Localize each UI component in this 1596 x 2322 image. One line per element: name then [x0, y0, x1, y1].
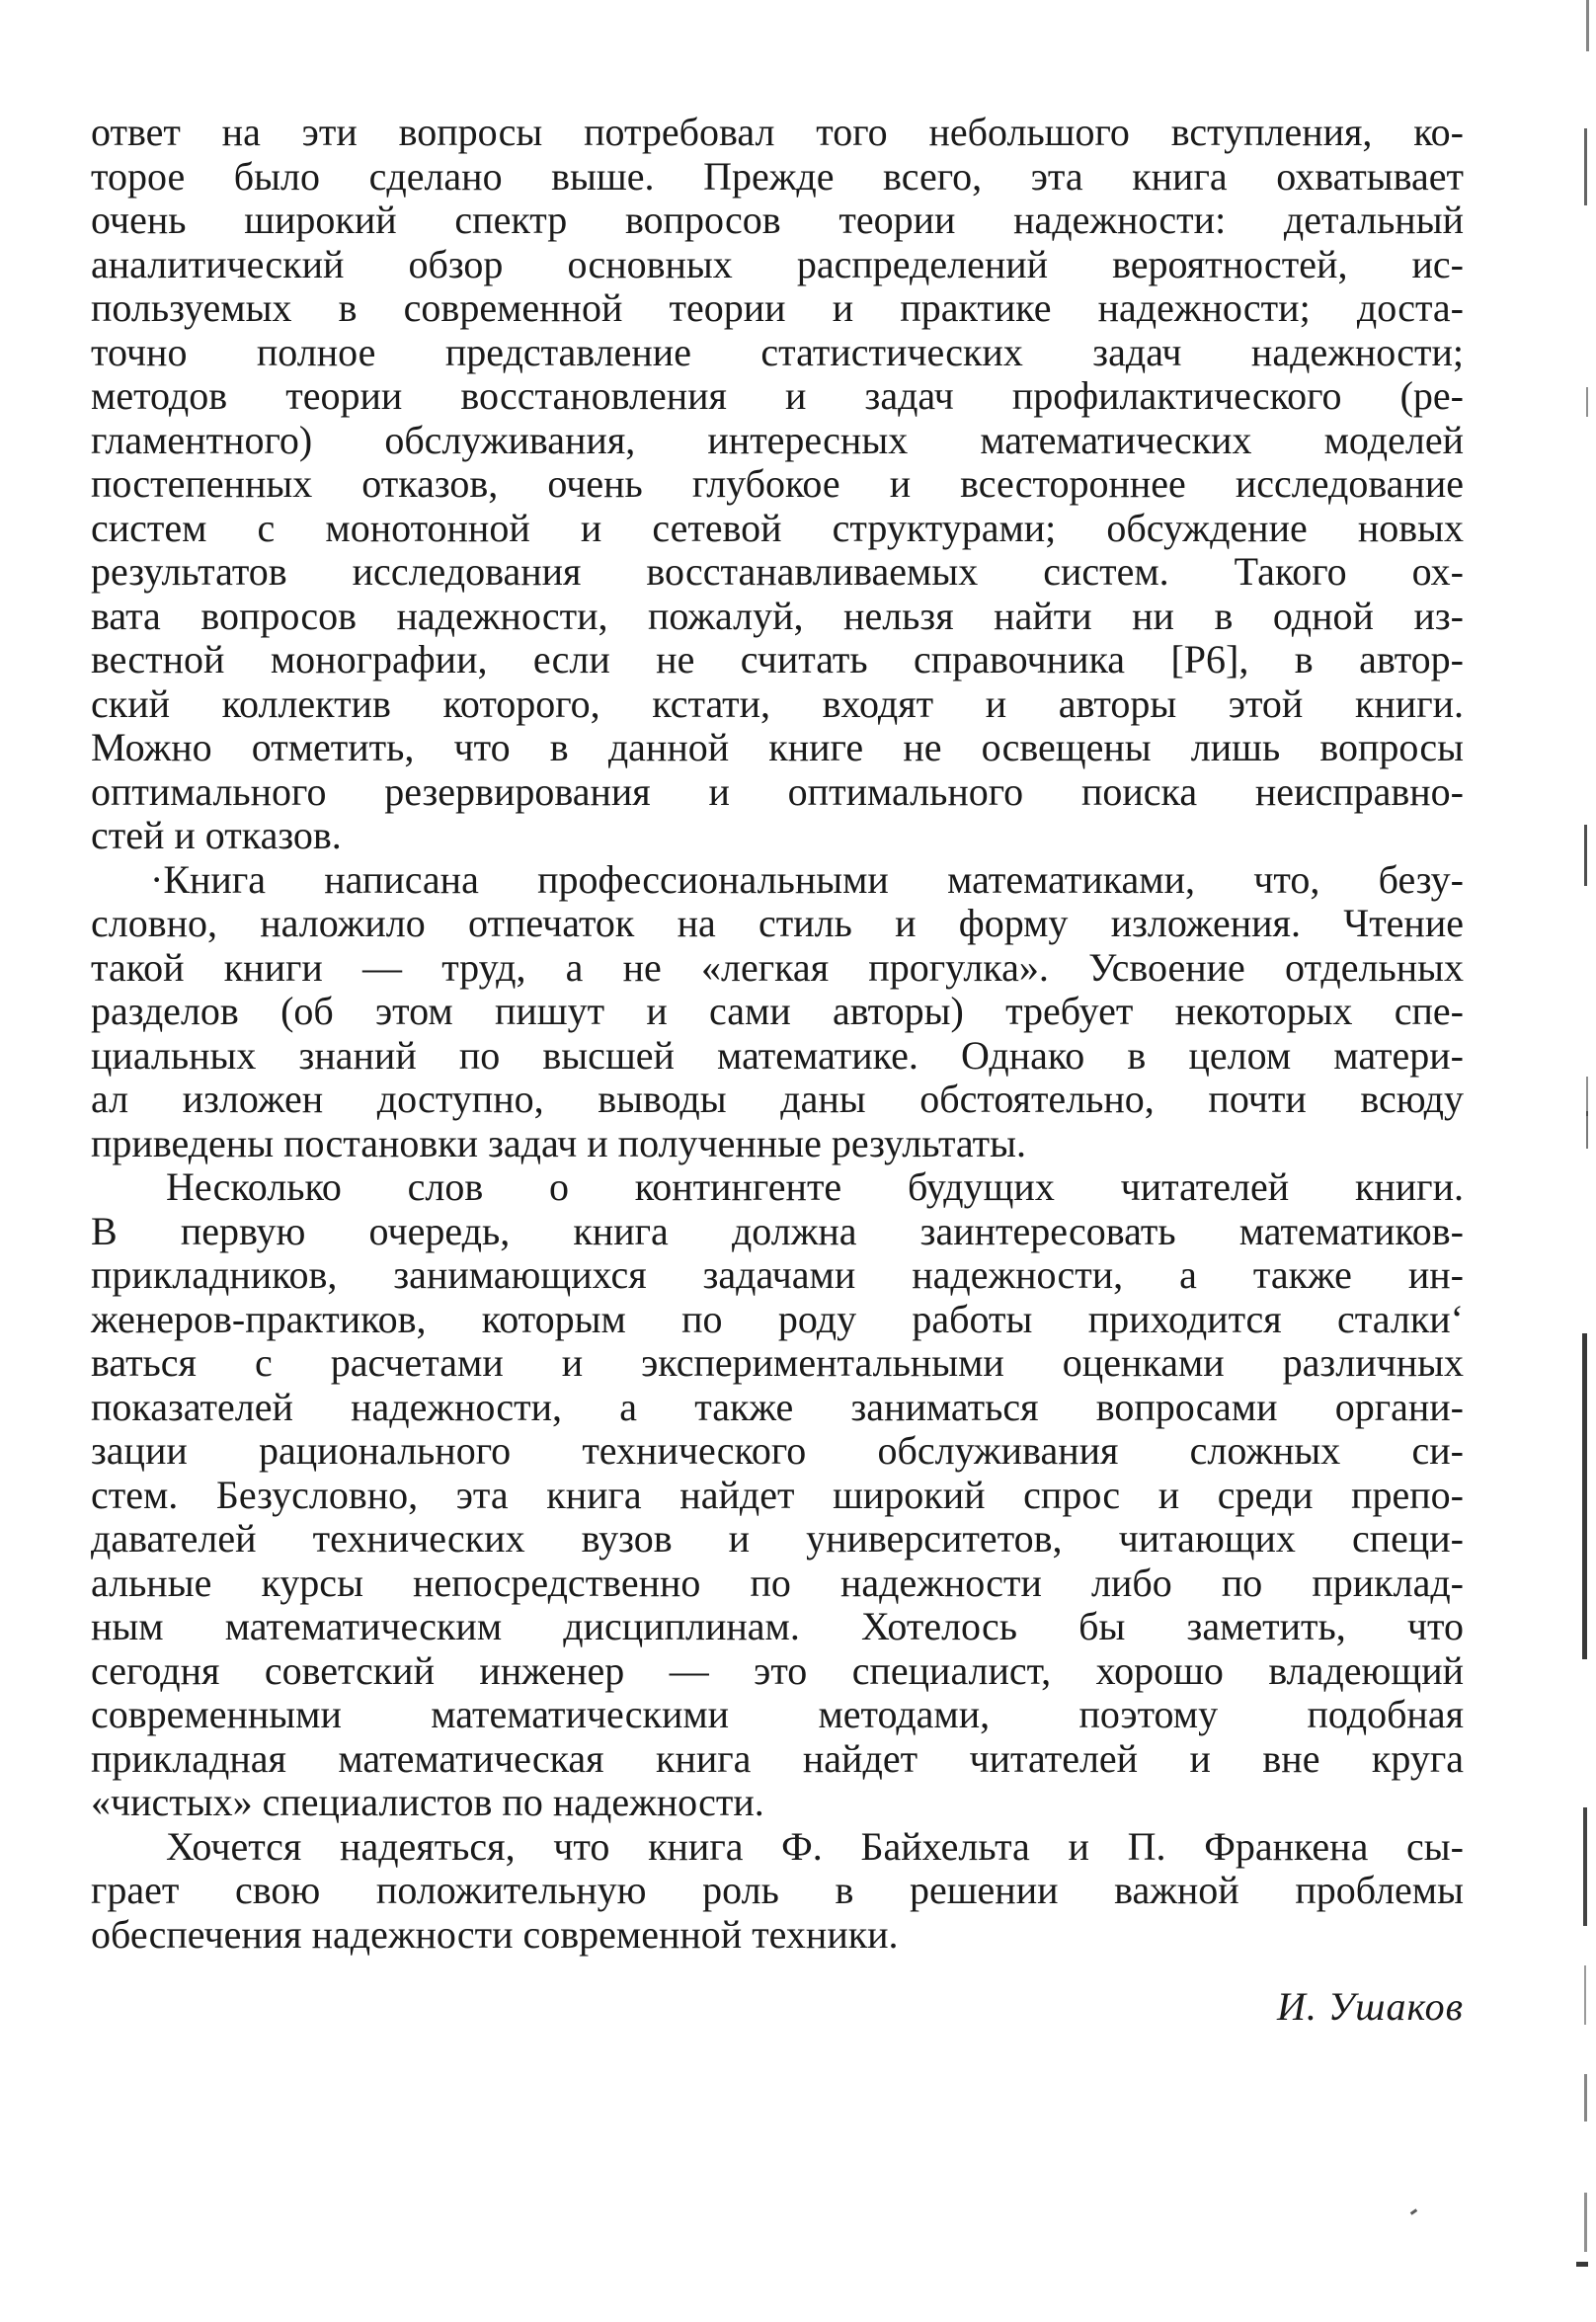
text-line: такой книги — труд, а не «легкая прогулка». Усвоение отдельных [91, 944, 1464, 990]
text-line: альные курсы непосредственно по надежности либо по приклад- [91, 1560, 1464, 1605]
text-line: ным математическим дисциплинам. Хотелось бы заметить, что [91, 1604, 1464, 1648]
body-text [91, 111, 1464, 1957]
text-line: зации рационального технического обслуживания сложных си- [91, 1428, 1464, 1473]
text-line: прикладников, занимающихся задачами надежности, а также ин- [91, 1252, 1464, 1297]
scan-edge-mark [1586, 387, 1588, 417]
text-line: гламентного) обслуживания, интересных математических моделей [91, 417, 1464, 462]
text-line: торое было сделано выше. Прежде всего, эта книга охватывает [91, 153, 1464, 199]
text-line: результатов исследования восстанавливаемых систем. Такого ох- [91, 549, 1464, 594]
text-line: «чистых» специалистов по надежности. [91, 1780, 764, 1824]
text-line: обеспечения надежности современной техники. [91, 1911, 899, 1957]
text-line: ский коллектив которого, кстати, входят и авторы этой книги. [91, 681, 1464, 726]
text-line: точно полное представление статистических задач надежности; [91, 329, 1464, 374]
paragraph-3 [91, 1165, 1464, 1825]
scan-edge-mark [1582, 1333, 1587, 1659]
text-line: Несколько слов о контингенте будущих читателей книги. [166, 1164, 1464, 1209]
text-line: Можно отметить, что в данной книге не освещены лишь вопросы [91, 725, 1464, 769]
text-line: систем с монотонной и сетевой структурами; обсуждение новых [91, 505, 1464, 550]
text-line: циальных знаний по высшей математике. Однако в целом матери- [91, 1032, 1464, 1078]
scan-edge-mark [1584, 128, 1587, 205]
scan-edge-mark [1586, 1077, 1588, 1116]
scan-edge-mark [1584, 1965, 1586, 2025]
text-line: словно, наложило отпечаток на стиль и форму изложения. Чтение [91, 901, 1464, 945]
text-line: женеров-практиков, которым по роду работы приходится сталки‘ [91, 1296, 1464, 1341]
scan-edge-mark [1586, 0, 1589, 51]
text-line: пользуемых в современной теории и практике надежности; доста- [91, 285, 1464, 330]
scan-edge-mark [1584, 2193, 1587, 2252]
scan-edge-mark [1584, 825, 1587, 886]
text-line: ответ на эти вопросы потребовал того небольшого вступления, ко- [91, 110, 1464, 154]
scan-edge-mark [1576, 2262, 1588, 2267]
text-line: вестной монографии, если не считать справочника [Р6], в автор- [91, 637, 1464, 681]
text-line: сегодня советский инженер — это специалист, хорошо владеющий [91, 1647, 1464, 1693]
text-line: приведены постановки задач и полученные результаты. [91, 1120, 1026, 1165]
text-line: показателей надежности, а также заниматься вопросами органи- [91, 1384, 1464, 1429]
text-line: аналитический обзор основных распределений вероятностей, ис- [91, 241, 1464, 286]
text-line: оптимального резервирования и оптимального поиска неисправно- [91, 768, 1464, 814]
text-line: стей и отказов. [91, 813, 342, 857]
author-signature: И. Ушаков [1276, 1984, 1464, 2029]
text-line: ·Книга написана профессиональными математиками, что, безу- [150, 856, 1464, 902]
text-line: давателей технических вузов и университетов, читающих специ- [91, 1516, 1464, 1561]
text-line: ал изложен доступно, выводы даны обстоятельно, почти всюду [91, 1077, 1464, 1121]
paragraph-1 [91, 111, 1464, 858]
text-line: постепенных отказов, очень глубокое и всестороннее исследование [91, 461, 1464, 506]
text-line: Хочется надеяться, что книга Ф. Байхельта и П. Франкена сы- [166, 1823, 1464, 1869]
scan-speck [1410, 2208, 1417, 2214]
text-line: современными математическими методами, поэтому подобная [91, 1692, 1464, 1736]
text-line: ваться с расчетами и экспериментальными оценками различных [91, 1340, 1464, 1385]
scan-edge-mark [1584, 2074, 1587, 2122]
text-line: вата вопросов надежности, пожалуй, нельзя найти ни в одной из- [91, 593, 1464, 638]
text-line: стем. Безусловно, эта книга найдет широкий спрос и среди препо- [91, 1472, 1464, 1517]
scan-edge-mark [1586, 1111, 1588, 1149]
scan-edge-mark [1583, 1807, 1587, 1926]
text-line: разделов (об этом пишут и сами авторы) требует некоторых спе- [91, 989, 1464, 1033]
text-line: В первую очередь, книга должна заинтересовать математиков- [91, 1208, 1464, 1253]
paragraph-4 [91, 1825, 1464, 1958]
text-line: очень широкий спектр вопросов теории надежности: детальный [91, 198, 1464, 242]
text-line: прикладная математическая книга найдет читателей и вне круга [91, 1735, 1464, 1781]
paragraph-2 [91, 858, 1464, 1166]
text-line: грает свою положительную роль в решении важной проблемы [91, 1868, 1464, 1912]
text-line: методов теории восстановления и задач профилактического (ре- [91, 373, 1464, 418]
